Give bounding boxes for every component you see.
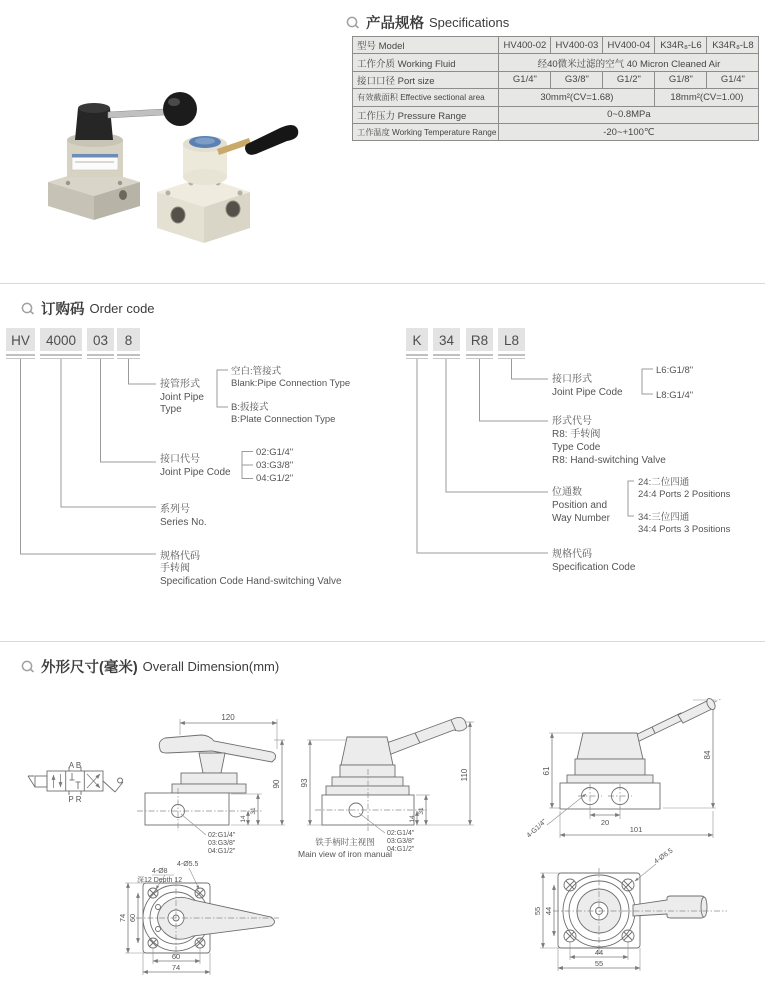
order-code-box: 8 [124, 333, 133, 348]
svg-text:Blank:Pipe Connection Type: Blank:Pipe Connection Type [231, 378, 351, 389]
spec-cell: K34R₈-L6 [655, 37, 707, 54]
dim-label: 31 [250, 807, 257, 815]
spec-row-pressure [353, 106, 759, 123]
port-callout: 04:G1/2" [208, 848, 236, 855]
svg-text:L6:G1/8": L6:G1/8" [656, 365, 694, 376]
spec-row-label: 型号 Model [353, 37, 499, 54]
joint-pipe-type-label [160, 365, 350, 425]
section-divider [0, 641, 765, 642]
spec-cell: HV400-03 [551, 37, 603, 54]
specs-section-heading [345, 12, 509, 33]
specification-code-label [552, 547, 636, 573]
svg-text:接口形式: 接口形式 [552, 374, 592, 385]
spec-table [352, 36, 759, 141]
svg-text:34:4 Ports 3 Positions: 34:4 Ports 3 Positions [638, 524, 731, 535]
front-view-drawing [137, 713, 285, 855]
svg-text:24:二位四通: 24:二位四通 [638, 477, 690, 488]
port-callout: 03:G3/8" [208, 840, 236, 847]
order-title-en: Order code [89, 301, 155, 316]
spec-cell: 经40微米过滤的空气 40 Micron Cleaned Air [499, 54, 759, 71]
spec-cell: HV400-04 [603, 37, 655, 54]
spec-cell: K34R₈-L8 [707, 37, 759, 54]
svg-text:Way Number: Way Number [552, 513, 610, 524]
spec-row-fluid [353, 54, 759, 71]
section-divider [0, 283, 765, 284]
port-callout: 02:G1/4" [208, 832, 236, 839]
order-code-right-diagram [400, 322, 765, 574]
svg-text:03:G3/8": 03:G3/8" [256, 460, 294, 471]
series-no-label [160, 502, 207, 528]
svg-text:接口代号: 接口代号 [160, 454, 200, 465]
svg-text:Joint Pipe Code: Joint Pipe Code [160, 467, 231, 478]
svg-text:R8: Hand-switching Valve: R8: Hand-switching Valve [552, 455, 666, 466]
joint-pipe-code-label [160, 447, 293, 484]
spec-row-label: 工作介质 Working Fluid [353, 54, 499, 71]
dim-label: 55 [594, 959, 604, 968]
svg-text:02:G1/4": 02:G1/4" [256, 447, 294, 458]
dim-label: 20 [600, 818, 610, 827]
spec-cell: -20~+100℃ [499, 123, 759, 140]
drawing-caption-cn: 铁手柄时主视图 [315, 837, 375, 847]
svg-text:B:扳接式: B:扳接式 [231, 402, 269, 413]
spec-row-temperature [353, 123, 759, 140]
order-code-box: 4000 [45, 333, 77, 348]
port-callout: 03:G3/8" [387, 838, 415, 845]
order-code-box: R8 [470, 333, 489, 348]
svg-text:34:三位四通: 34:三位四通 [638, 512, 690, 523]
svg-text:Joint Pipe Code: Joint Pipe Code [552, 387, 623, 398]
spec-cell: 18mm²(CV=1.00) [655, 89, 759, 106]
top-view-b-drawing [533, 847, 727, 971]
port-callout: 4-G1/4" [525, 818, 549, 840]
dim-label: 55 [533, 906, 542, 916]
svg-text:Type Code: Type Code [552, 442, 601, 453]
type-code-label [552, 414, 666, 466]
dim-label: 60 [171, 952, 181, 961]
order-code-box-underlines [6, 355, 140, 359]
dim-label: 101 [629, 825, 643, 834]
position-way-label [552, 476, 731, 535]
order-section-heading [20, 298, 155, 319]
svg-text:系列号: 系列号 [160, 504, 190, 515]
port-callout: 04:G1/2" [387, 846, 415, 853]
svg-text:位通数: 位通数 [552, 487, 582, 498]
iron-handle-view-drawing [298, 717, 474, 859]
magnifier-icon [20, 301, 36, 317]
specification-code-label [160, 549, 342, 587]
dim-label: 120 [221, 713, 235, 722]
magnifier-icon [345, 15, 361, 31]
order-code-box: L8 [503, 333, 520, 348]
valve-schematic-symbol [28, 761, 123, 804]
order-code-left-diagram [4, 322, 400, 594]
product-photos [28, 72, 343, 272]
spec-cell: HV400-02 [499, 37, 551, 54]
svg-text:R8: 手转阀: R8: 手转阀 [552, 429, 601, 440]
product-photo-right-valve [157, 125, 298, 243]
dim-label: 44 [594, 948, 604, 957]
svg-text:24:4 Ports 2 Positions: 24:4 Ports 2 Positions [638, 489, 731, 500]
dim-label: 110 [460, 768, 469, 782]
order-code-box: K [412, 333, 422, 348]
spec-row-label: 工作温度 Working Temperature Range [353, 123, 499, 140]
spec-row-label: 工作压力 Pressure Range [353, 106, 499, 123]
order-code-box: 03 [92, 333, 109, 348]
spec-row-model [353, 37, 759, 54]
spec-row-label: 接口口径 Port size [353, 71, 499, 88]
svg-text:规格代码: 规格代码 [552, 549, 592, 560]
magnifier-icon [20, 659, 36, 675]
spec-cell: G1/8" [655, 71, 707, 88]
svg-text:Specification Code: Specification Code [552, 562, 636, 573]
spec-cell: G1/4" [499, 71, 551, 88]
order-code-box: HV [11, 333, 30, 348]
svg-text:04:G1/2": 04:G1/2" [256, 473, 294, 484]
dimension-title-cn: 外形尺寸(毫米) [41, 660, 138, 676]
svg-text:规格代码: 规格代码 [160, 551, 200, 562]
side-view-drawing [526, 697, 721, 839]
hole-callout: 深12 Depth 12 [137, 877, 183, 884]
svg-text:L8:G1/4": L8:G1/4" [656, 390, 694, 401]
order-code-box: 34 [438, 333, 455, 348]
dim-label: 31 [418, 807, 425, 815]
dim-label: 84 [703, 750, 712, 760]
dim-label: 14 [409, 815, 416, 823]
dim-label: 74 [171, 963, 181, 972]
symbol-port-label: A B [68, 761, 82, 770]
spec-cell: G1/4" [707, 71, 759, 88]
dim-label: 74 [118, 913, 127, 923]
dim-label: 90 [272, 779, 281, 789]
svg-text:空白:管接式: 空白:管接式 [231, 366, 282, 377]
svg-text:B:Plate Connection Type: B:Plate Connection Type [231, 414, 336, 425]
dimension-drawings [15, 685, 765, 992]
dim-label: 14 [240, 815, 247, 823]
specs-title-en: Specifications [429, 15, 510, 30]
order-code-box-underlines [406, 355, 525, 359]
spec-cell: G1/2" [603, 71, 655, 88]
drawing-caption-en: Main view of iron manual [297, 849, 393, 859]
dimension-section-heading [20, 656, 279, 677]
svg-text:Joint Pipe: Joint Pipe [160, 392, 204, 403]
spec-row-port [353, 71, 759, 88]
dim-label: 93 [300, 778, 309, 788]
top-view-a-drawing [118, 861, 279, 975]
spec-row-label: 有效截面积 Effective sectional area [353, 89, 499, 106]
spec-row-area [353, 89, 759, 106]
spec-cell: 30mm²(CV=1.68) [499, 89, 655, 106]
svg-text:Specification Code Hand-switch: Specification Code Hand-switching Valve [160, 576, 342, 587]
joint-pipe-code-label [552, 365, 693, 401]
dim-label: 60 [128, 913, 137, 923]
port-callout: 02:G1/4" [387, 830, 415, 837]
dim-label: 44 [544, 906, 553, 916]
hole-callout: 4-Ø8 [152, 868, 168, 875]
svg-text:形式代号: 形式代号 [552, 416, 592, 427]
hole-callout: 4-Ø5.5 [177, 861, 199, 868]
svg-text:接管形式: 接管形式 [160, 379, 200, 390]
svg-text:手转阀: 手转阀 [160, 563, 190, 574]
specs-title-cn: 产品规格 [366, 16, 424, 32]
dimension-title-en: Overall Dimension(mm) [142, 659, 280, 674]
spec-cell: G3/8" [551, 71, 603, 88]
svg-text:Series No.: Series No. [160, 517, 207, 528]
symbol-port-label: P R [68, 795, 82, 804]
order-title-cn: 订购码 [41, 302, 85, 318]
dim-label: 61 [542, 766, 551, 776]
spec-cell: 0~0.8MPa [499, 106, 759, 123]
svg-text:Position and: Position and [552, 500, 608, 511]
svg-text:Type: Type [160, 404, 182, 415]
hole-callout: 4-Ø6.5 [653, 847, 675, 866]
